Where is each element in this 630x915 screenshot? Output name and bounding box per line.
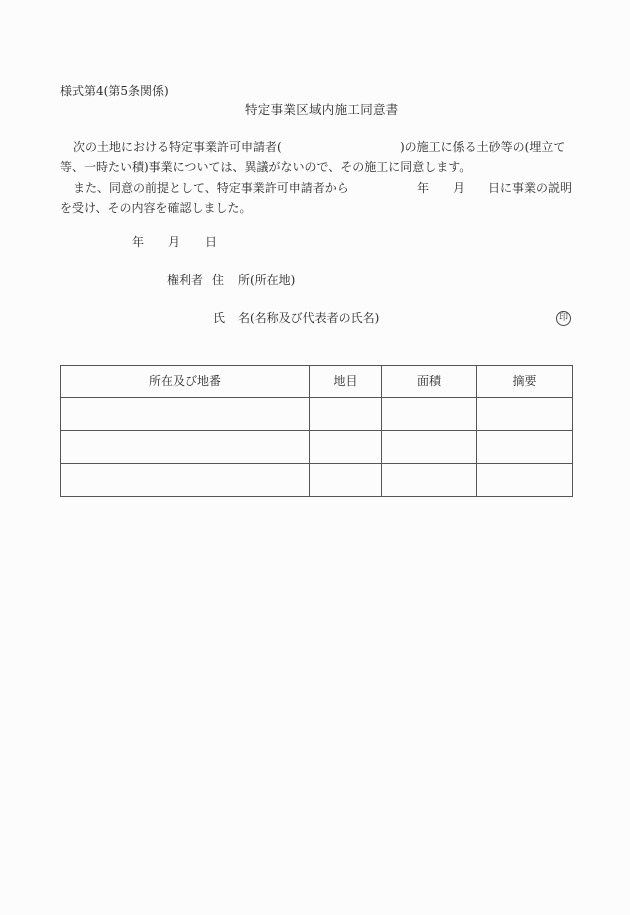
paragraph-2-line-1-right: 日に事業の説明 — [488, 181, 573, 195]
cell-area[interactable] — [382, 398, 477, 431]
cell-remarks[interactable] — [477, 431, 573, 464]
header-land-category: 地目 — [310, 366, 382, 398]
cell-remarks[interactable] — [477, 464, 573, 497]
cell-location[interactable] — [61, 398, 310, 431]
table-row — [61, 431, 573, 464]
paragraph-2-line-1-left: また、同意の前提として、特定事業許可申請者から — [73, 181, 349, 195]
paragraph-2-month-label: 月 — [453, 181, 466, 195]
date-day-label: 日 — [205, 235, 218, 249]
date-year-label: 年 — [132, 235, 145, 249]
land-parcel-table — [60, 365, 573, 497]
cell-land-category[interactable] — [310, 398, 382, 431]
header-location: 所在及び地番 — [61, 366, 310, 398]
seal-icon: 印 — [556, 311, 571, 326]
paragraph-2-line-2: を受け、その内容を確認しました。 — [60, 201, 252, 215]
table-header-row — [61, 366, 573, 398]
paragraph-1-line-1-left: 次の土地における特定事業許可申請者( — [73, 140, 282, 154]
cell-location[interactable] — [61, 431, 310, 464]
address-label-rest: 所(所在地) — [238, 273, 296, 287]
header-area: 面積 — [382, 366, 477, 398]
paragraph-1-line-1-right: )の施工に係る土砂等の(埋立て — [400, 140, 566, 154]
header-remarks: 摘要 — [477, 366, 573, 398]
document-title: 特定事業区域内施工同意書 — [245, 102, 399, 117]
cell-area[interactable] — [382, 464, 477, 497]
paragraph-2-year-label: 年 — [417, 181, 430, 195]
cell-remarks[interactable] — [477, 398, 573, 431]
rights-holder-label: 権利者 — [167, 273, 204, 287]
name-label-first: 氏 — [213, 311, 226, 325]
table-row — [61, 398, 573, 431]
cell-location[interactable] — [61, 464, 310, 497]
cell-land-category[interactable] — [310, 464, 382, 497]
name-label-rest: 名(名称及び代表者の氏名) — [238, 311, 380, 325]
form-number-label: 様式第4(第5条関係) — [60, 84, 169, 98]
table-row — [61, 464, 573, 497]
address-label-first: 住 — [212, 273, 225, 287]
cell-land-category[interactable] — [310, 431, 382, 464]
paragraph-1-line-2: 等、一時たい積)事業については、異議がないので、その施工に同意します。 — [60, 160, 472, 174]
date-month-label: 月 — [168, 235, 181, 249]
cell-area[interactable] — [382, 431, 477, 464]
